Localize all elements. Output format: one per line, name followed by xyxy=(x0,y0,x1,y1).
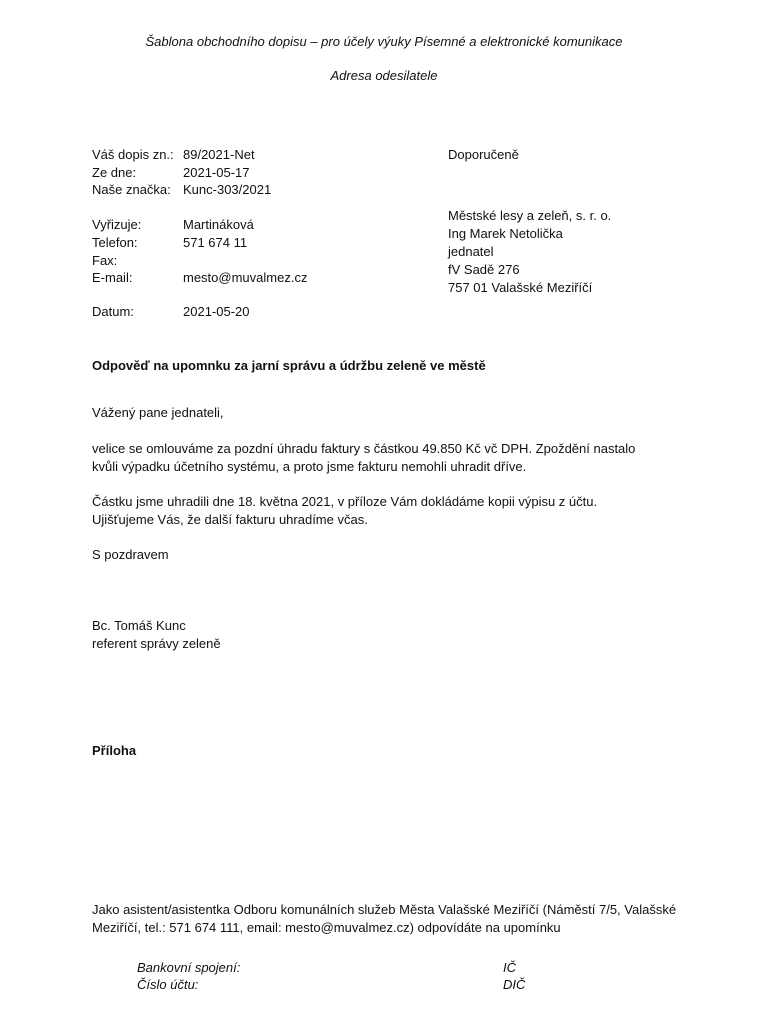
attachment-heading: Příloha xyxy=(92,743,137,758)
ref-label: Ze dne: xyxy=(92,165,137,180)
recipient-line: jednatel xyxy=(448,244,494,259)
ref-value: 2021-05-20 xyxy=(183,304,250,319)
letter-subject: Odpověď na upomnku za jarní správu a údržbu zeleně ve městě xyxy=(92,358,486,373)
ref-label: Váš dopis zn.: xyxy=(92,147,174,162)
signer-name: Bc. Tomáš Kunc xyxy=(92,618,186,633)
ref-label: Vyřizuje: xyxy=(92,217,142,232)
ic-label: IČ xyxy=(503,960,516,975)
body-paragraph-1: velice se omlouváme za pozdní úhradu faktury s částkou 49.850 Kč vč DPH. Zpoždění nastalo kvůli výpadku účetního systému, a proto jsme fakturu nemohli uhradit dříve. xyxy=(92,441,636,474)
ref-label: Telefon: xyxy=(92,235,138,250)
recipient-line: Městské lesy a zeleň, s. r. o. xyxy=(448,208,612,223)
assignment-instructions: Jako asistent/asistentka Odboru komunálních služeb Města Valašské Meziříčí (Náměstí 7/5, Valašské Meziříčí, tel.: 571 674 111, email: mesto@muvalmez.cz) odpovídáte na upomínku xyxy=(92,902,677,935)
ref-label: Datum: xyxy=(92,304,134,319)
ref-value: Martináková xyxy=(183,217,254,232)
ref-value: 89/2021-Net xyxy=(183,147,255,162)
signer-title: referent správy zeleně xyxy=(92,636,221,651)
body-paragraph-2: Částku jsme uhradili dne 18. května 2021, v příloze Vám dokládáme kopii výpisu z účtu. Ujišťujeme Vás, že další fakturu uhradíme včas. xyxy=(92,494,598,527)
ref-value: mesto@muvalmez.cz xyxy=(183,270,308,285)
bank-label: Bankovní spojení: xyxy=(137,960,241,975)
ref-value: 2021-05-17 xyxy=(183,165,250,180)
ref-value: Kunc-303/2021 xyxy=(183,182,272,197)
dic-label: DIČ xyxy=(503,977,526,992)
account-label: Číslo účtu: xyxy=(137,977,199,992)
recipient-line: 757 01 Valašské Meziříčí xyxy=(448,280,593,295)
delivery-note: Doporučeně xyxy=(448,147,519,162)
closing: S pozdravem xyxy=(92,547,169,562)
ref-value: 571 674 11 xyxy=(183,235,248,250)
recipient-line: Ing Marek Netolička xyxy=(448,226,563,241)
ref-label: Fax: xyxy=(92,253,118,268)
ref-label: Naše značka: xyxy=(92,182,171,197)
sender-address: Adresa odesilatele xyxy=(330,68,438,83)
salutation: Vážený pane jednateli, xyxy=(92,405,224,420)
template-title: Šablona obchodního dopisu – pro účely výuky Písemné a elektronické komunikace xyxy=(145,34,623,49)
recipient-line: fV Sadě 276 xyxy=(448,262,520,277)
ref-label: E-mail: xyxy=(92,270,133,285)
